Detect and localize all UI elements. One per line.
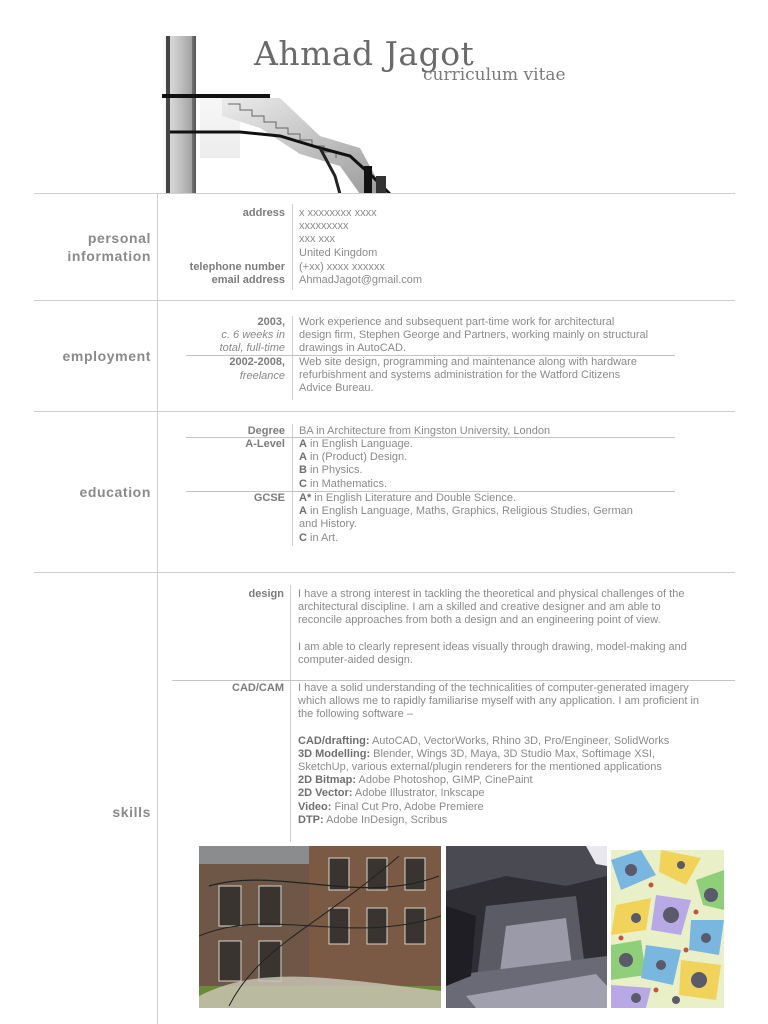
software-items: Adobe InDesign, Scribus bbox=[323, 813, 448, 826]
text-line: I have a solid understanding of the technicalities of computer-generated imagery bbox=[298, 682, 689, 694]
grade: C bbox=[299, 531, 307, 544]
grade-line bbox=[299, 518, 633, 531]
text-line: which allows me to rapidly familiarise myself with any application. I am proficient in bbox=[298, 695, 700, 708]
degree-label: Degree bbox=[247, 425, 285, 437]
design-description bbox=[298, 588, 728, 667]
software-line bbox=[298, 774, 733, 787]
job1-duration: c. 6 weeks in bbox=[221, 329, 285, 341]
job1-description bbox=[299, 316, 648, 356]
software-line bbox=[298, 748, 733, 761]
address-line: United Kingdom bbox=[299, 246, 378, 259]
software-line bbox=[298, 787, 733, 800]
divider-header bbox=[34, 193, 735, 194]
job2-description bbox=[299, 356, 637, 396]
section-title-line: personal bbox=[87, 230, 151, 246]
label-divider bbox=[292, 204, 293, 290]
grade-line bbox=[299, 492, 633, 505]
telephone-value: (+xx) xxxx xxxxxx bbox=[299, 261, 385, 273]
brick-building-render bbox=[199, 846, 441, 1008]
grade-line bbox=[299, 438, 413, 451]
text-line: Work experience and subsequent part-time work for architectural bbox=[299, 316, 615, 328]
email-label: email address bbox=[211, 274, 285, 286]
divider-employment bbox=[34, 411, 735, 412]
address-value bbox=[299, 207, 377, 260]
subject: in Art. bbox=[306, 531, 339, 544]
grade-line bbox=[299, 505, 633, 518]
software-category: 2D Bitmap: bbox=[298, 774, 357, 787]
telephone-label: telephone number bbox=[189, 261, 285, 273]
divider-personal bbox=[34, 300, 735, 301]
text-line: reconcile approaches from both a design and an engineering point of view. bbox=[298, 614, 661, 627]
label-divider bbox=[290, 585, 291, 842]
grade: A bbox=[299, 438, 307, 450]
dark-interior-render bbox=[446, 846, 607, 1008]
address-line: xxx xxx bbox=[299, 233, 336, 246]
software-items: Blender, Wings 3D, Maya, 3D Studio Max, Softimage XSI, bbox=[370, 747, 656, 760]
software-line bbox=[298, 814, 733, 827]
grade-line bbox=[299, 532, 633, 545]
grade-line bbox=[299, 451, 413, 464]
grade-line bbox=[299, 478, 413, 491]
software-items: AutoCAD, VectorWorks, Rhino 3D, Pro/Engineer, SolidWorks bbox=[369, 734, 670, 747]
address-line: x xxxxxxxx xxxx bbox=[299, 207, 377, 219]
subject: in English Language, Maths, Graphics, Religious Studies, German bbox=[306, 505, 633, 518]
email-value: AhmadJagot@gmail.com bbox=[299, 274, 423, 286]
software-category: 2D Vector: bbox=[298, 787, 353, 800]
job1-duration: total, full-time bbox=[219, 342, 285, 354]
cad-description bbox=[298, 682, 733, 827]
software-items: Adobe Photoshop, GIMP, CinePaint bbox=[356, 774, 533, 787]
document-subtitle: curriculum vitae bbox=[423, 65, 566, 85]
gcse-label: GCSE bbox=[253, 492, 285, 504]
software-items: Final Cut Pro, Adobe Premiere bbox=[331, 800, 484, 813]
subject: in English Language. bbox=[306, 438, 413, 450]
software-line bbox=[298, 801, 733, 814]
software-line bbox=[298, 761, 733, 774]
grade: C bbox=[299, 477, 307, 490]
section-title-personal bbox=[0, 229, 151, 265]
grade-line bbox=[299, 464, 413, 477]
subject: in Physics. bbox=[306, 464, 363, 477]
degree-value: BA in Architecture from Kingston University, London bbox=[299, 425, 551, 437]
candidate-name: Ahmad Jagot bbox=[254, 34, 475, 73]
label-divider bbox=[292, 424, 293, 546]
colorful-pattern-image bbox=[611, 850, 724, 1008]
text-line: the following software – bbox=[298, 708, 413, 721]
grade: B bbox=[299, 464, 307, 477]
job2-year: 2002-2008, bbox=[229, 356, 285, 368]
address-label: address bbox=[242, 207, 285, 219]
software-category: 3D Modelling: bbox=[298, 747, 371, 760]
text-line: design firm, Stephen George and Partners, working mainly on structural bbox=[299, 329, 649, 342]
text-line: Advice Bureau. bbox=[299, 382, 374, 395]
text-line: I am able to clearly represent ideas visually through drawing, model-making and bbox=[298, 640, 687, 653]
text-line: computer-aided design. bbox=[298, 653, 413, 666]
entry-divider bbox=[172, 680, 735, 681]
divider-education bbox=[34, 572, 735, 573]
alevel-list bbox=[299, 438, 413, 491]
label-divider bbox=[292, 316, 293, 400]
software-category: DTP: bbox=[298, 813, 324, 826]
address-line: xxxxxxxxx bbox=[299, 220, 349, 233]
text-line: Web site design, programming and maintenance along with hardware bbox=[299, 356, 637, 368]
text-line: architectural discipline. I am a skilled and creative designer and am able to bbox=[298, 601, 661, 614]
design-label: design bbox=[248, 588, 284, 600]
section-title-employment: employment bbox=[62, 348, 151, 364]
cad-label: CAD/CAM bbox=[232, 682, 284, 694]
software-items: Adobe Illustrator, Inkscape bbox=[352, 787, 485, 800]
software-category: Video: bbox=[298, 800, 332, 813]
text-line: I have a strong interest in tackling the theoretical and physical challenges of the bbox=[298, 588, 685, 600]
text-line: refurbishment and systems administration for the Watford Citizens bbox=[299, 369, 621, 382]
gcse-list bbox=[299, 492, 633, 545]
section-title-education: education bbox=[79, 484, 151, 500]
job2-type: freelance bbox=[239, 370, 285, 382]
subject: in (Product) Design. bbox=[306, 451, 408, 464]
software-items: SketchUp, various external/plugin renderers for the mentioned applications bbox=[298, 761, 662, 774]
section-title-skills: skills bbox=[112, 804, 151, 820]
subject: in Mathematics. bbox=[306, 477, 388, 490]
grade: A* bbox=[299, 492, 312, 504]
software-line bbox=[298, 735, 733, 748]
section-title-line: information bbox=[67, 248, 151, 264]
software-category: CAD/drafting: bbox=[298, 734, 370, 747]
text-line: drawings in AutoCAD. bbox=[299, 342, 406, 355]
alevel-label: A-Level bbox=[245, 438, 285, 450]
job1-year: 2003, bbox=[257, 316, 285, 328]
grade: A bbox=[299, 505, 307, 518]
subject: in English Literature and Double Science. bbox=[311, 492, 517, 504]
grade: A bbox=[299, 451, 307, 464]
subject: and History. bbox=[299, 518, 357, 531]
